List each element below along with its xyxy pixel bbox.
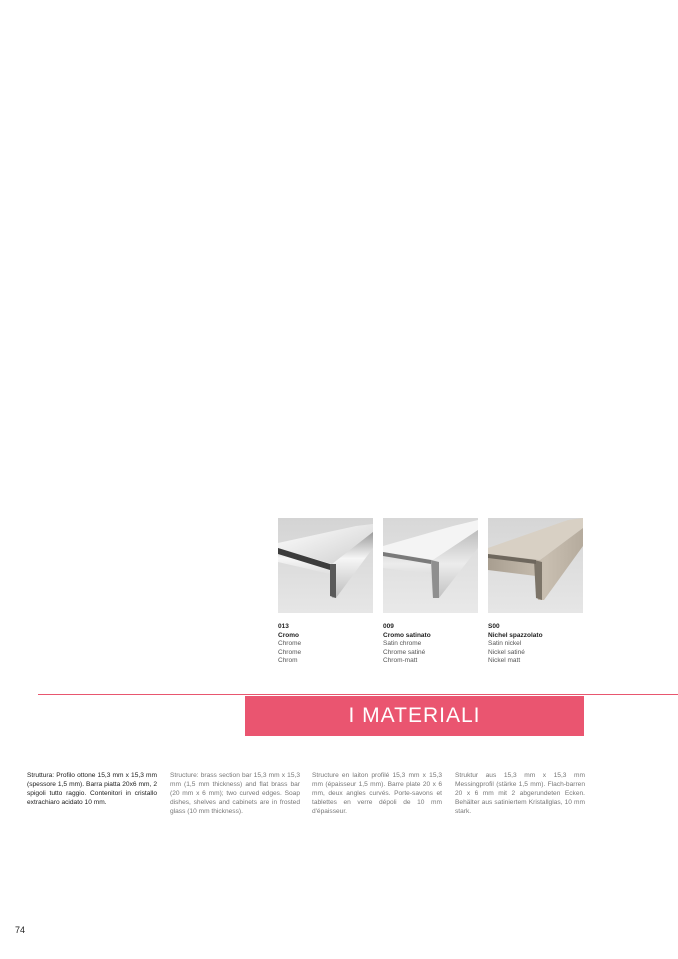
finish-swatch-satin-chrome [383,518,478,613]
section-title: I MATERIALI [348,704,481,727]
finish-name-it: Nichel spazzolato [488,631,543,639]
satin-nickel-profile-icon [488,518,583,613]
finish-name-fr: Nickel satiné [488,648,525,656]
finish-caption-chrome [278,623,378,666]
finish-name-en: Satin chrome [383,640,422,648]
finish-swatch-satin-nickel [488,518,583,613]
finish-name-fr: Chrome satiné [383,648,426,656]
satin-chrome-profile-icon [383,518,478,613]
finish-code: S00 [488,623,500,630]
description-en: Structure: brass section bar 15,3 mm x 15,3 mm (1,5 mm thickness) and flat brass bar (20 mm x 6 mm); two curved edges. Soap dishes, shelves and cabinets are in frosted glass (10 mm thickness). [170,772,300,815]
chrome-profile-icon [278,518,373,613]
finish-name-fr: Chrome [278,648,302,656]
description-de: Struktur aus 15,3 mm x 15,3 mm Messingprofil (stärke 1,5 mm). Flach-barren 20 x 6 mm mit 2 abgerundeten Ecken. Behälter aus satiniertem Kristallglas, 10 mm stark. [455,772,585,815]
finish-name-en: Chrome [278,640,302,648]
description-fr: Structure en laiton profilé 15,3 mm x 15,3 mm (épaisseur 1,5 mm). Barre plate 20 x 6 mm, deux angles curvés. Porte-savons et tablettes en verre dépoli de 10 mm d'épaisseur. [312,772,442,815]
finish-caption-satin-nickel [488,623,588,666]
finish-code: 013 [278,623,289,630]
description-it: Struttura: Profilo ottone 15,3 mm x 15,3 mm (spessore 1,5 mm). Barra piatta 20x6 mm, 2 spigoli tutto raggio. Contenitori in cristallo extrachiaro acidato 10 mm. [27,772,157,806]
finish-name-de: Chrom-matt [383,657,418,665]
finish-caption-satin-chrome [383,623,483,666]
finish-swatch-chrome [278,518,373,613]
finish-name-de: Chrom [278,657,298,665]
page-number: 74 [15,925,26,935]
finish-name-it: Cromo [278,631,299,639]
section-banner [245,696,584,736]
finish-code: 009 [383,623,394,630]
finish-name-en: Satin nickel [488,640,522,648]
finish-name-de: Nickel matt [488,657,521,665]
section-divider [38,694,678,695]
finish-name-it: Cromo satinato [383,631,431,639]
